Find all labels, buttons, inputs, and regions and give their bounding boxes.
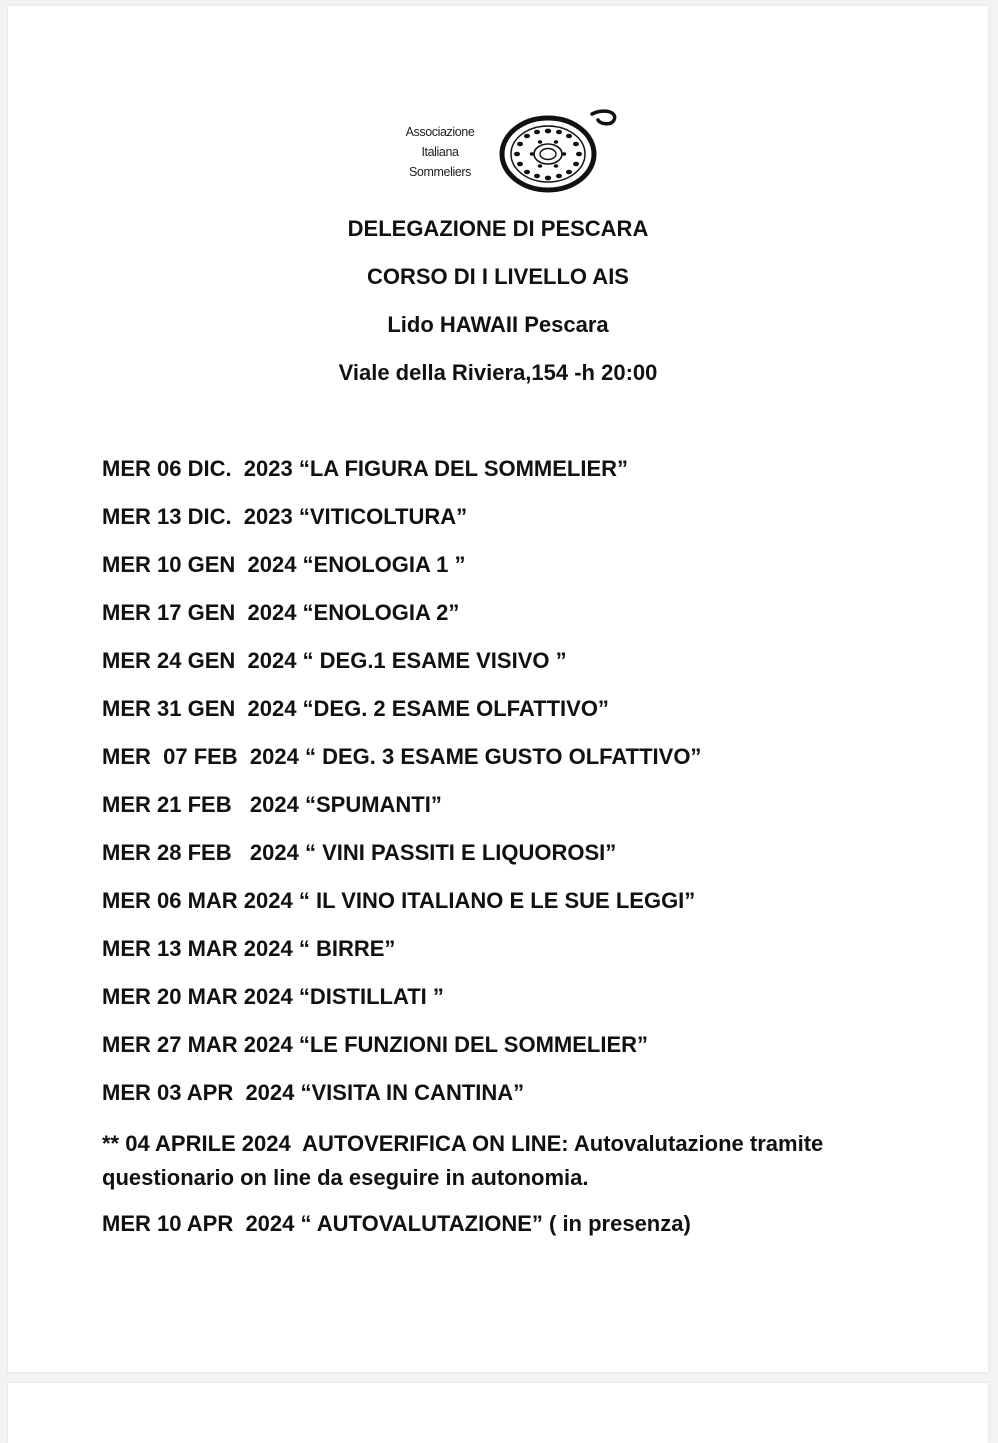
lesson-item: MER 13 DIC. 2023 “VITICOLTURA” — [102, 504, 468, 529]
course-title: CORSO DI I LIVELLO AIS — [367, 264, 629, 289]
logo-text — [388, 122, 492, 182]
next-page-edge — [8, 1383, 988, 1443]
sommelier-tastevin-icon — [496, 104, 628, 200]
lesson-schedule — [102, 455, 962, 1127]
note-line-2: questionario on line da eseguire in autonomia. — [102, 1165, 589, 1190]
document-page — [8, 6, 988, 1372]
lesson-item: MER 17 GEN 2024 “ENOLOGIA 2” — [102, 600, 460, 625]
lesson-item: MER 03 APR 2024 “VISITA IN CANTINA” — [102, 1080, 525, 1105]
ais-logo — [388, 104, 628, 200]
delegation-title: DELEGAZIONE DI PESCARA — [347, 216, 649, 241]
logo-line-2: Italiana — [421, 145, 459, 159]
note-line-1: ** 04 APRILE 2024 AUTOVERIFICA ON LINE: Autovalutazione tramite — [102, 1131, 824, 1156]
lesson-item: MER 31 GEN 2024 “DEG. 2 ESAME OLFATTIVO” — [102, 696, 609, 721]
lesson-item: MER 13 MAR 2024 “ BIRRE” — [102, 936, 396, 961]
lesson-item: MER 28 FEB 2024 “ VINI PASSITI E LIQUOROSI” — [102, 840, 617, 865]
lesson-item: MER 20 MAR 2024 “DISTILLATI ” — [102, 984, 444, 1009]
lesson-item: MER 27 MAR 2024 “LE FUNZIONI DEL SOMMELIER” — [102, 1032, 649, 1057]
lesson-item: MER 21 FEB 2024 “SPUMANTI” — [102, 792, 442, 817]
lesson-item: MER 24 GEN 2024 “ DEG.1 ESAME VISIVO ” — [102, 648, 567, 673]
lesson-item: MER 06 MAR 2024 “ IL VINO ITALIANO E LE SUE LEGGI” — [102, 888, 696, 913]
lesson-item: MER 07 FEB 2024 “ DEG. 3 ESAME GUSTO OLFATTIVO” — [102, 744, 702, 769]
venue-name: Lido HAWAII Pescara — [387, 312, 609, 337]
logo-line-3: Sommeliers — [409, 165, 471, 179]
online-self-assessment-note — [102, 1127, 962, 1195]
logo-line-1: Associazione — [405, 125, 475, 139]
lesson-item: MER 10 GEN 2024 “ENOLOGIA 1 ” — [102, 552, 466, 577]
venue-address: Viale della Riviera,154 -h 20:00 — [338, 360, 658, 385]
lesson-item: MER 06 DIC. 2023 “LA FIGURA DEL SOMMELIER” — [102, 456, 629, 481]
final-lesson: MER 10 APR 2024 “ AUTOVALUTAZIONE” ( in presenza) — [102, 1211, 691, 1236]
